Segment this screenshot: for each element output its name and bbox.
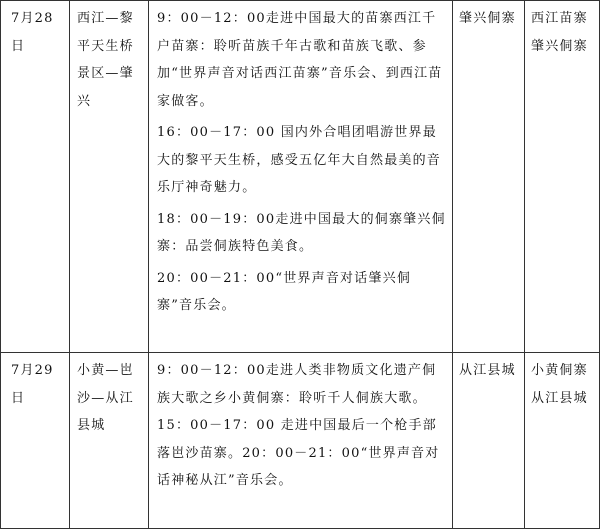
schedule-item: 16：00－17：00 国内外合唱团唱游世界最大的黎平天生桥，感受五亿年大自然最美的音乐厅神奇魅力。	[157, 125, 442, 195]
theme-cell	[525, 353, 600, 529]
stay-cell	[453, 353, 525, 529]
stay-text: 从江县城	[459, 363, 516, 378]
date-cell	[1, 1, 70, 353]
schedule-item: 20：00－21：00“世界声音对话肇兴侗寨”音乐会。	[157, 270, 412, 313]
schedule-cell	[149, 353, 453, 529]
schedule-item: 9：00－12：00走进中国最大的苗寨西江千户苗寨：聆听苗族千年古歌和苗族飞歌、参加“世界声音对话西江苗寨”音乐会、到西江苗家做客。	[157, 11, 443, 109]
stay-text: 肇兴侗寨	[459, 11, 516, 26]
schedule-item: 9：00－12：00走进人类非物质文化遗产侗族大歌之乡小黄侗寨：聆听千人侗族大歌。15：00－17：00 走进中国最后一个枪手部落岜沙苗寨。20：00－21：00“世界声音对话神秘从江”音乐会。	[157, 363, 440, 488]
date-text: 7月29日	[11, 363, 54, 406]
schedule-cell	[149, 1, 453, 353]
route-text: 西江—黎平天生桥景区—肇兴	[77, 11, 134, 109]
route-text: 小黄—岜沙—从江县城	[77, 363, 134, 433]
table-row	[1, 1, 600, 353]
date-text: 7月28日	[11, 11, 54, 54]
stay-cell	[453, 1, 525, 353]
route-cell	[70, 353, 149, 529]
theme-cell	[525, 1, 600, 353]
theme-text: 小黄侗寨 从江县城	[531, 363, 588, 406]
table-row	[1, 353, 600, 529]
date-cell	[1, 353, 70, 529]
schedule-item: 18：00－19：00走进中国最大的侗寨肇兴侗寨：品尝侗族特色美食。	[157, 211, 446, 254]
route-cell	[70, 1, 149, 353]
theme-text: 西江苗寨 肇兴侗寨	[531, 11, 588, 54]
